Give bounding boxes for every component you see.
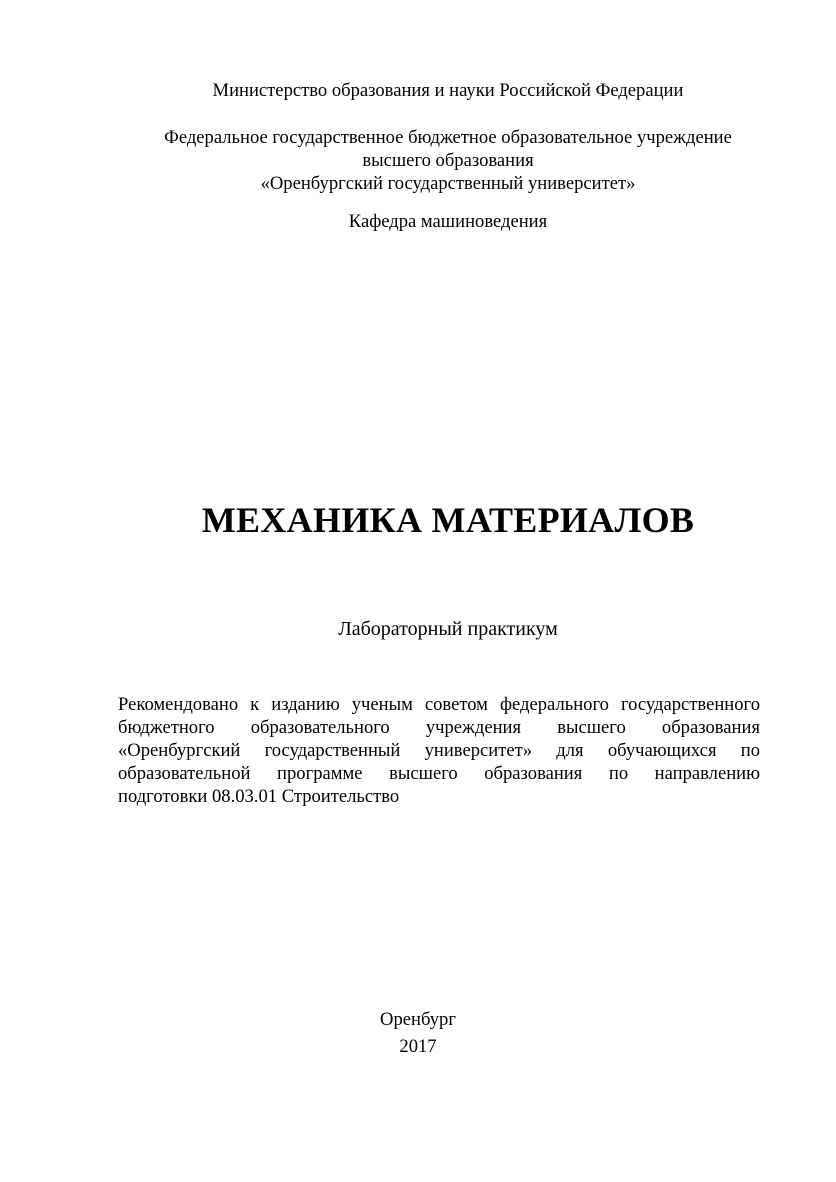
document-subtitle: Лабораторный практикум [338,618,558,640]
ministry-name: Министерство образования и науки Российской Федерации [212,80,684,101]
document-title: МЕХАНИКА МАТЕРИАЛОВ [201,500,695,540]
recommendation-line: Рекомендовано к изданию ученым советом федерального государственного [118,694,760,715]
recommendation-line: бюджетного образовательного учреждения высшего образования [118,717,760,738]
publication-city: Оренбург [380,1009,456,1030]
recommendation-line: «Оренбургский государственный университет» для обучающихся по [118,740,760,761]
institution-line-2: высшего образования [362,150,534,171]
recommendation-line: подготовки 08.03.01 Строительство [118,786,400,807]
institution-line-1: Федеральное государственное бюджетное образовательное учреждение [164,127,732,148]
recommendation-line: образовательной программе высшего образования по направлению [118,763,760,784]
recommendation-paragraph [118,693,760,808]
institution-line-3: «Оренбургский государственный университет» [260,173,636,194]
department-name: Кафедра машиноведения [348,211,548,232]
publication-year: 2017 [399,1036,437,1057]
